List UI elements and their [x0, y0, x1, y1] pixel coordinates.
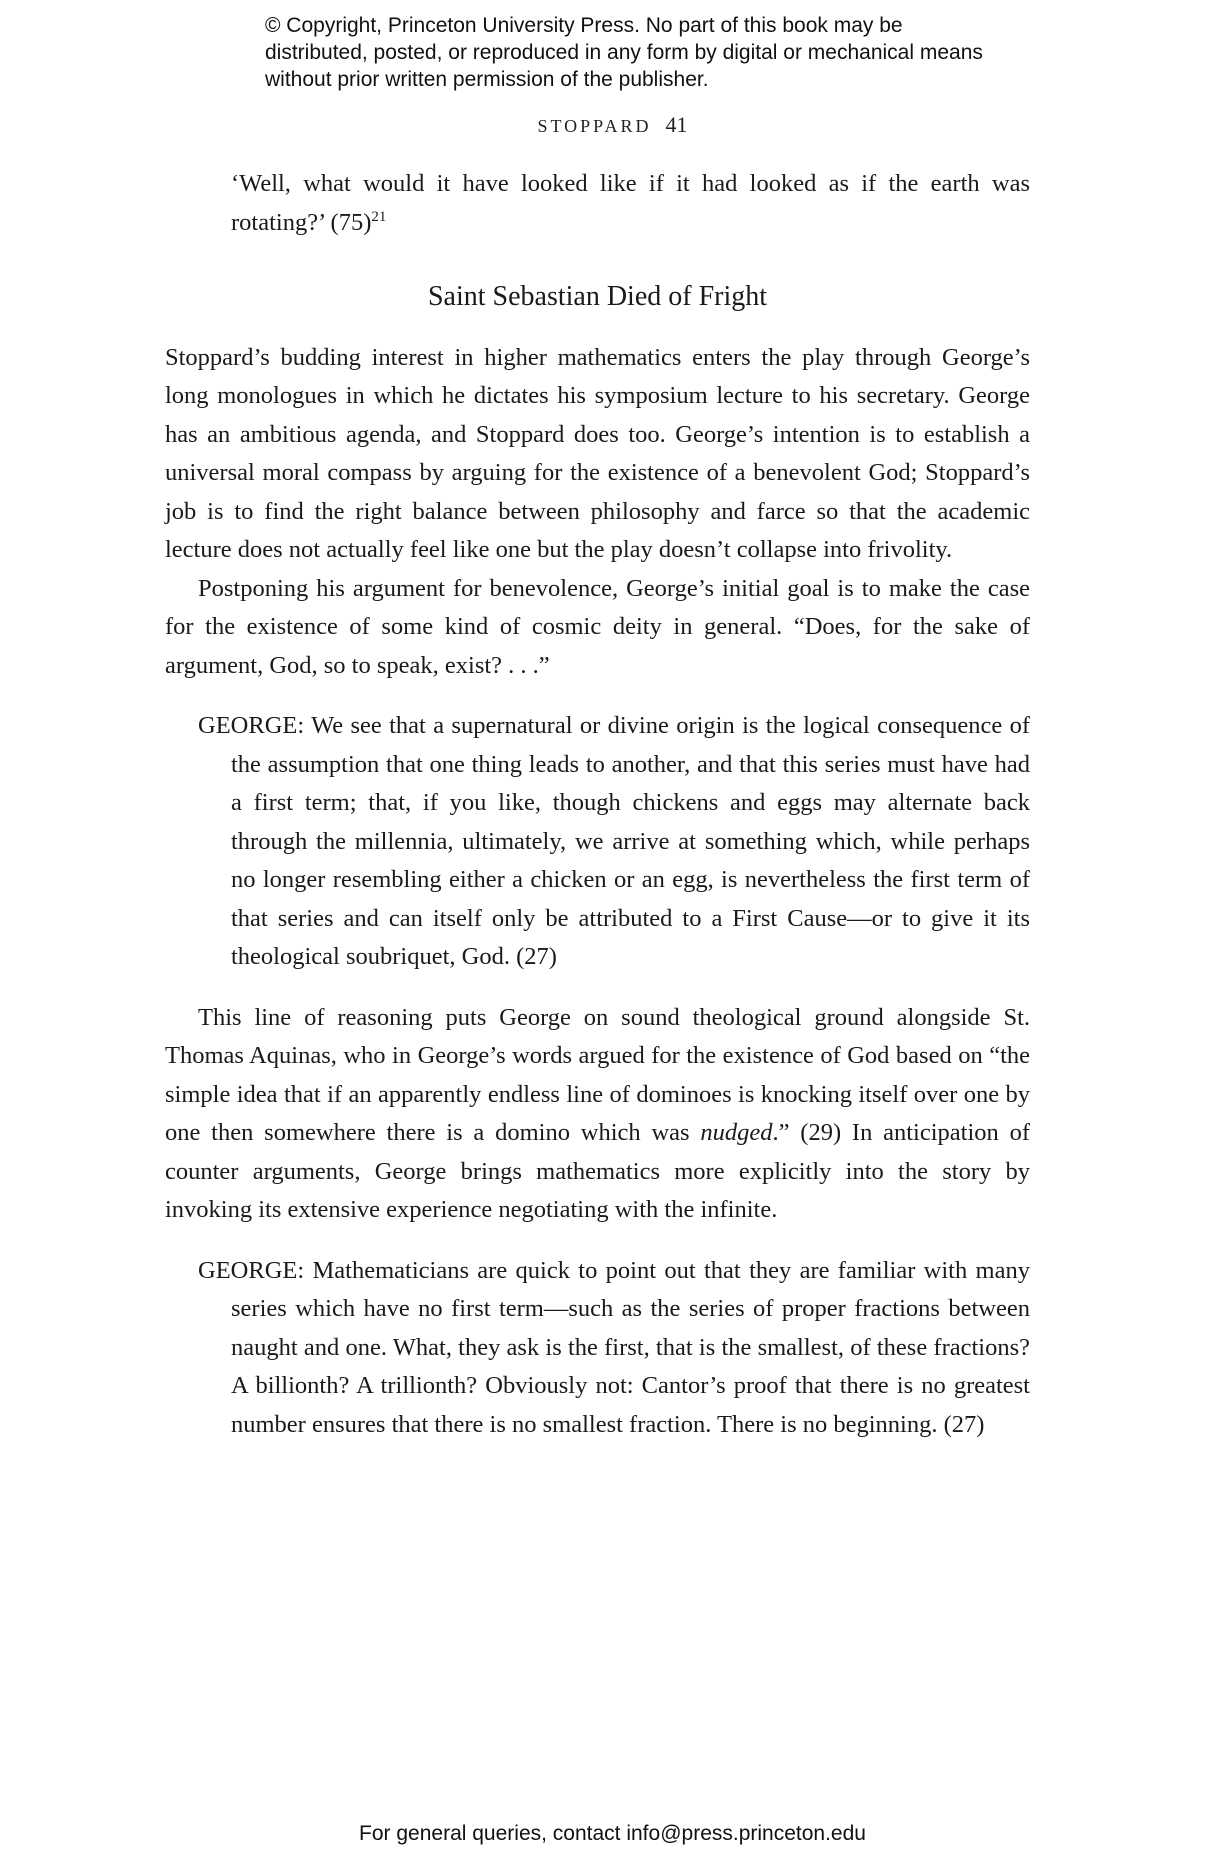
block-quote-text: ‘Well, what would it have looked like if it had looked as if the earth was rotating?’ (75): [231, 170, 1030, 236]
copyright-notice: © Copyright, Princeton University Press. No part of this book may be distributed, posted, or reproduced in any form by digital or mechanical means without prior written permission of the publisher.: [265, 14, 983, 91]
paragraph-2: Postponing his argument for benevolence, George’s initial goal is to make the case for the existence of some kind of cosmic deity in general. “Does, for the sake of argument, God, so to speak, exist? . . .”: [165, 574, 1030, 679]
footnote-marker: 21: [371, 208, 387, 225]
page-number: 41: [665, 112, 688, 137]
running-head-title: STOPPARD: [537, 116, 652, 136]
paragraph-3: [165, 999, 1030, 1230]
dialogue-speaker: GEORGE:: [198, 712, 305, 739]
dialogue-text: Mathematicians are quick to point out that they are familiar with many series which have no first term—such as the series of proper fractions between naught and one. What, they ask is the first, that is the smallest, of these fractions? A billionth? A trillionth? Obviously not: Cantor’s proof that there is no greatest number ensures that there is no smallest fraction. There is no beginning. (27): [231, 1256, 1030, 1438]
page-body: [165, 165, 1030, 1466]
dialogue-speaker: GEORGE:: [198, 1256, 305, 1284]
running-head: [0, 112, 1225, 138]
dialogue-quote-2: [165, 1252, 1030, 1445]
footer-contact: For general queries, contact info@press.princeton.edu: [359, 1822, 866, 1845]
dialogue-text: We see that a supernatural or divine origin is the logical consequence of the assumption that one thing leads to another, and that this series must have had a first term; that, if you like, though chickens and eggs may alternate back through the millennia, ultimately, we arrive at something which, while perhaps no longer resembling either a chicken or an egg, is nevertheless the first term of that series and can itself only be attributed to a First Cause—or to give it its theological soubriquet, God. (27): [231, 712, 1031, 970]
block-quote: [165, 165, 1030, 242]
section-heading: Saint Sebastian Died of Fright: [427, 281, 768, 312]
paragraph-3-text-b: .” (29) In anticipation of counter arguments, George brings mathematics more explicitly into the story by invoking its extensive experience negotiating with the infinite.: [165, 1119, 1030, 1223]
italic-term: nudged: [700, 1119, 773, 1146]
paragraph-1: Stoppard’s budding interest in higher mathematics enters the play through George’s long monologues in which he dictates his symposium lecture to his secretary. George has an ambitious agenda, and Stoppard does too. George’s intention is to establish a universal moral compass by arguing for the existence of a benevolent God; Stoppard’s job is to find the right balance between philosophy and farce so that the academic lecture does not actually feel like one but the play doesn’t collapse into frivolity.: [165, 343, 1030, 563]
paragraph-3-text-a: This line of reasoning puts George on sound theological ground alongside St. Thomas Aquinas, who in George’s words argued for the existence of God based on “the simple idea that if an apparently endless line of dominoes is knocking itself over one by one then somewhere there is a domino which was: [165, 1003, 1030, 1146]
dialogue-quote-1: [165, 707, 1030, 977]
